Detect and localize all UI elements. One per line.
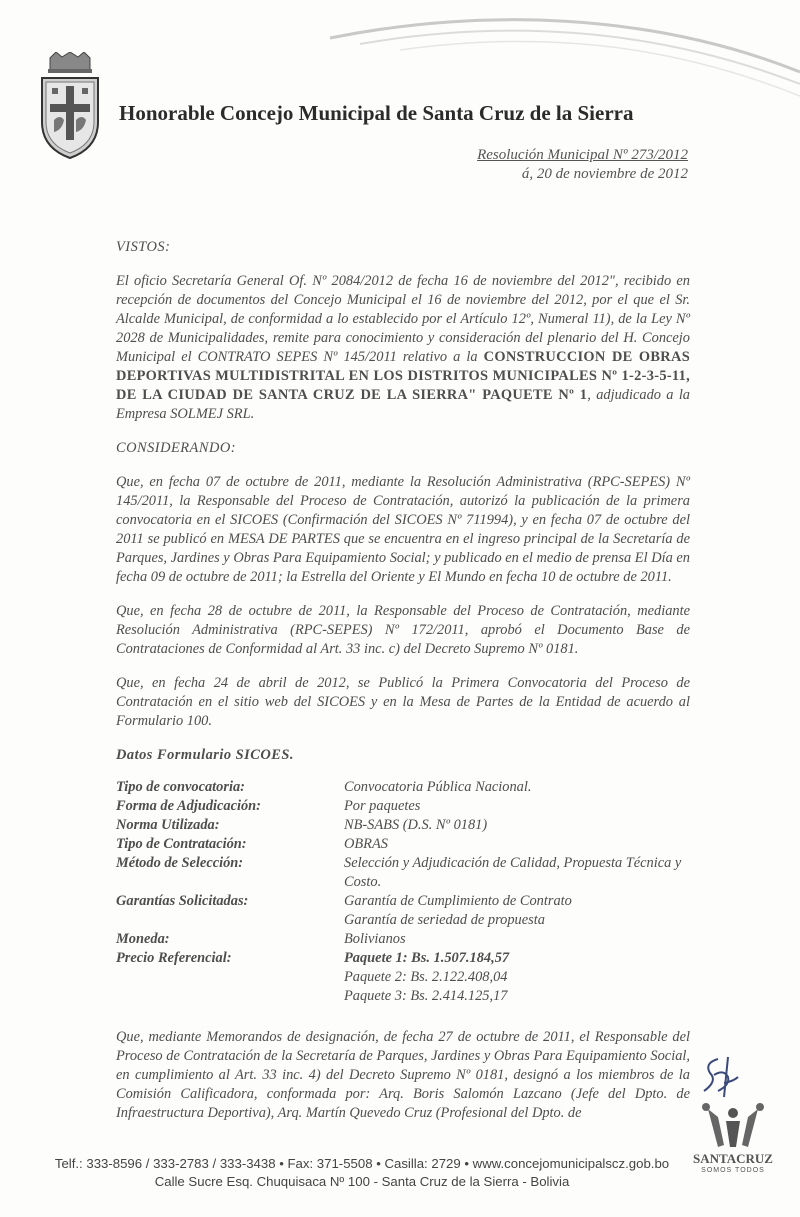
considerando-paragraph-1: Que, en fecha 07 de octubre de 2011, mediante la Resolución Administrativa (RPC-SEPES) Nº 145/2011, la Responsable del Proceso de Contratación, autorizó la publicación de la primera convocatoria en el SICOES (Confirmación del SICOES Nº 711994), y en fecha 07 de octubre del 2011 se publicó en MESA DE PARTES que se encuentra en el ingreso principal de la Secretaría de Parques, Jardines y Obras Para Equipamiento Social; y publicado en el medio de prensa El Día en fecha 09 de octubre de 2011; la Estrella del Oriente y El Mundo en fecha 10 de octubre de 2011. [116, 474, 690, 585]
datos-table [116, 778, 690, 1006]
datos-value: Garantía de Cumplimiento de Contrato [344, 893, 572, 909]
vistos-heading: VISTOS: [116, 239, 171, 255]
datos-value: NB-SABS (D.S. Nº 0181) [344, 817, 488, 833]
resolution-number: Resolución Municipal Nº 273/2012 [477, 147, 688, 163]
datos-label: Norma Utilizada: [116, 817, 220, 833]
considerando-paragraph-2: Que, en fecha 28 de octubre de 2011, la Responsable del Proceso de Contratación, mediante Resolución Administrativa (RPC-SEPES) Nº 172/2011, aprobó el Documento Base de Contrataciones de Conformidad al Art. 33 inc. c) del Decreto Supremo Nº 0181. [116, 603, 690, 657]
datos-label: Garantías Solicitadas: [116, 893, 249, 909]
datos-value: Bolivianos [344, 931, 406, 947]
logo-name: SANTACRUZ [693, 1151, 773, 1166]
datos-label: Moneda: [116, 931, 170, 947]
final-paragraph: Que, mediante Memorandos de designación, de fecha 27 de octubre de 2011, el Responsable del Proceso de Contratación de la Secretaría de Parques, Jardines y Obras Para Equipamiento Social, en cumplimiento al Art. 33 inc. 4) del Decreto Supremo Nº 0181, designó a los miembros de la Comisión Calificadora, conformada por: Arq. Boris Salomón Lazcano (Jefe del Dpto. de Infraestructura Deportiva), Arq. Martín Quevedo Cruz (Profesional del Dpto. de [116, 1029, 690, 1121]
datos-value: Paquete 1: Bs. 1.507.184,57 [344, 950, 510, 966]
footer-contact: Telf.: 333-8596 / 333-2783 / 333-3438 • Fax: 371-5508 • Casilla: 2729 • www.concejomunicipalscz.gob.bo [54, 1156, 670, 1171]
vistos-text-bold: CONSTRUCCION DE OBRAS DEPORTIVAS MULTIDISTRITAL EN LOS DISTRITOS MUNICIPALES Nº 1-2-3-5-11, DE LA CIUDAD DE SANTA CRUZ DE LA SIERRA" PAQUETE Nº 1 [116, 349, 690, 403]
vistos-paragraph [116, 272, 690, 424]
datos-value: OBRAS [344, 836, 388, 852]
coat-of-arms-icon [36, 52, 104, 162]
document-body [116, 238, 690, 1123]
datos-label: Tipo de Contratación: [116, 836, 247, 852]
logo-tagline: SOMOS TODOS [701, 1167, 765, 1174]
datos-value: Convocatoria Pública Nacional. [344, 779, 532, 795]
datos-label: Tipo de convocatoria: [116, 779, 245, 795]
footer-address: Calle Sucre Esq. Chuquisaca Nº 100 - Santa Cruz de la Sierra - Bolivia [154, 1174, 570, 1189]
datos-label: Método de Selección: [116, 855, 244, 871]
footer [42, 1155, 682, 1191]
vistos-text-b: , adjudicado a la Empresa SOLMEJ SRL. [116, 387, 691, 422]
datos-value: Por paquetes [344, 798, 421, 814]
datos-value: Paquete 3: Bs. 2.414.125,17 [344, 988, 508, 1004]
datos-heading: Datos Formulario SICOES. [116, 747, 294, 763]
header-swoosh [0, 0, 800, 170]
datos-label [116, 911, 344, 930]
resolution-date: á, 20 de noviembre de 2012 [521, 166, 688, 182]
organization-title: Honorable Concejo Municipal de Santa Cruz de la Sierra [119, 101, 634, 125]
datos-label: Forma de Adjudicación: [116, 798, 261, 814]
considerando-heading: CONSIDERANDO: [116, 440, 237, 456]
considerando-paragraph-3: Que, en fecha 24 de abril de 2012, se Publicó la Primera Convocatoria del Proceso de Contratación en el sitio web del SICOES y en la Mesa de Partes de la Entidad de acuerdo al Formulario 100. [116, 675, 690, 729]
datos-value: Paquete 2: Bs. 2.122.408,04 [344, 969, 508, 985]
datos-label [116, 968, 344, 987]
datos-value: Selección y Adjudicación de Calidad, Propuesta Técnica y Costo. [344, 855, 682, 890]
vistos-text-a: El oficio Secretaría General Of. Nº 2084/2012 de fecha 16 de noviembre del 2012", recibido en recepción de documentos del Concejo Municipal el 16 de noviembre del 2012, por el que el Sr. Alcalde Municipal, de conformidad a lo establecido por el Artículo 12º, Numeral 11), de la Ley Nº 2028 de Municipalidades, remite para conocimiento y consideración del plenario del H. Concejo Municipal el CONTRATO SEPES Nº 145/2011 relativo a la [116, 273, 690, 365]
datos-value: Garantía de seriedad de propuesta [344, 912, 545, 928]
datos-label [116, 987, 344, 1006]
datos-label: Precio Referencial: [116, 950, 232, 966]
